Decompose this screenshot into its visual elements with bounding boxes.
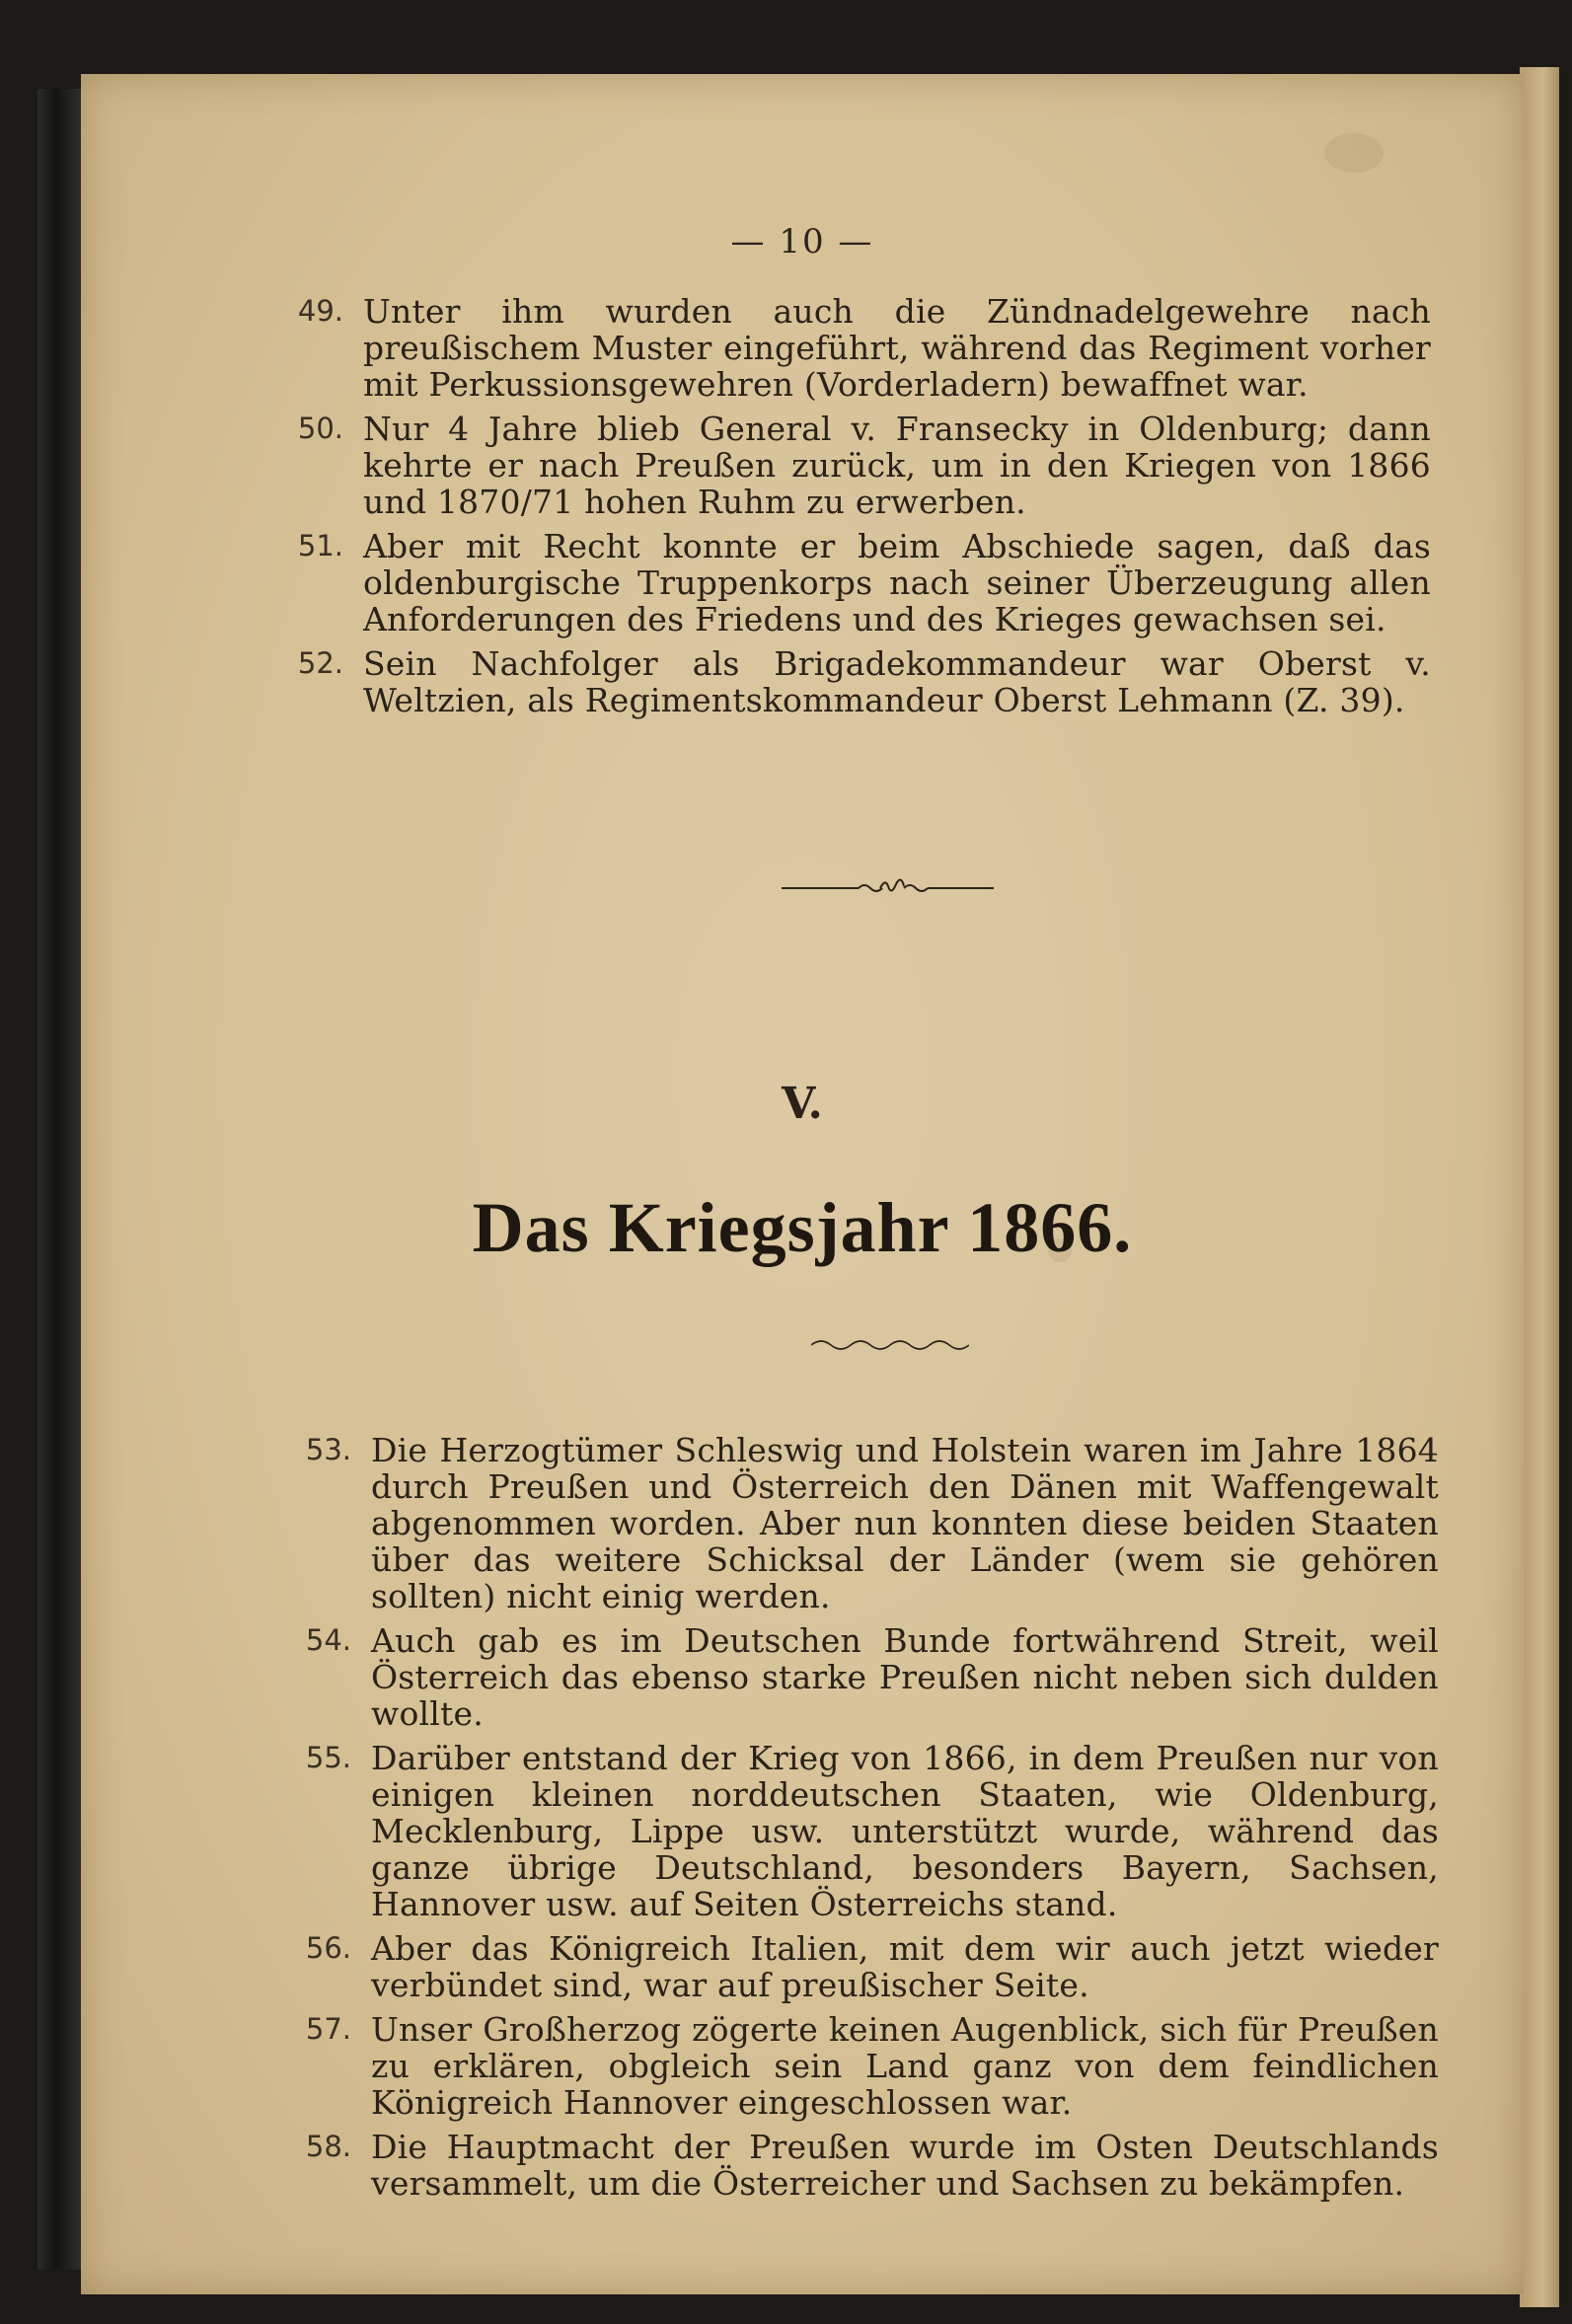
list-item [274, 1740, 1439, 1922]
top-item-list [266, 293, 1431, 726]
item-text: Darüber entstand der Krieg von 1866, in dem Preußen nur von einigen kleinen norddeutschen Staaten, wie Oldenburg, Mecklenburg, Lippe usw. unterstützt wurde, während das ganze übrige Deutschland, besonders Bayern, Sachsen, Hannover usw. auf Seiten Österreichs stand. [371, 1739, 1439, 1923]
list-item [274, 1930, 1439, 2003]
item-number: 57. [305, 2012, 351, 2046]
paper-stain [1324, 133, 1384, 173]
page-number: — 10 — [730, 222, 874, 262]
book-page [81, 74, 1524, 2294]
item-text: Aber das Königreich Italien, mit dem wir auch jetzt wieder verbündet sind, war auf preußischer Seite. [371, 1929, 1439, 2004]
book-binding [37, 89, 85, 2270]
list-item [274, 2011, 1439, 2121]
list-item [266, 411, 1431, 520]
ornament-divider-icon [782, 875, 994, 901]
item-text: Die Hauptmacht der Preußen wurde im Osten Deutschlands versammelt, um die Österreicher und Sachsen zu bekämpfen. [371, 2128, 1439, 2203]
item-text: Nur 4 Jahre blieb General v. Fransecky in Oldenburg; dann kehrte er nach Preußen zurück, um in den Kriegen von 1866 und 1870/71 hohen Ruhm zu erwerben. [363, 410, 1431, 521]
item-text: Unser Großherzog zögerte keinen Augenblick, sich für Preußen zu erklären, obgleich sein Land ganz von dem feindlichen Königreich Hannover eingeschlossen war. [371, 2010, 1439, 2122]
list-item [274, 1432, 1439, 1614]
item-number: 53. [305, 1433, 351, 1466]
item-text: Sein Nachfolger als Brigadekommandeur war Oberst v. Weltzien, als Regimentskommandeur Oberst Lehmann (Z. 39). [363, 644, 1431, 719]
item-text: Die Herzogtümer Schleswig und Holstein waren im Jahre 1864 durch Preußen und Österreich den Dänen mit Waffengewalt abgenommen worden. Aber nun konnten diese beiden Staaten über das weitere Schicksal der Länder (wem sie gehören sollten) nicht einig werden. [371, 1431, 1439, 1615]
item-number: 50. [297, 412, 343, 445]
item-number: 54. [305, 1623, 351, 1657]
item-text: Aber mit Recht konnte er beim Abschiede sagen, daß das oldenburgische Truppenkorps nach seiner Überzeugung allen Anforderungen des Friedens und des Krieges gewachsen sei. [363, 527, 1431, 638]
list-item [266, 293, 1431, 403]
item-text: Unter ihm wurden auch die Zündnadelgewehre nach preußischem Muster eingeführt, während das Regiment vorher mit Perkussionsgewehren (Vorderladern) bewaffnet war. [363, 292, 1431, 404]
page-edge [1520, 67, 1559, 2307]
item-number: 55. [305, 1741, 351, 1774]
section-title: Das Kriegsjahr 1866. [472, 1188, 1133, 1267]
item-number: 56. [305, 1931, 351, 1965]
item-number: 51. [297, 529, 343, 562]
item-text: Auch gab es im Deutschen Bunde fortwährend Streit, weil Österreich das ebenso starke Preußen nicht neben sich dulden wollte. [371, 1621, 1439, 1733]
list-item [274, 1622, 1439, 1732]
list-item [266, 528, 1431, 637]
item-number: 52. [297, 646, 343, 680]
bottom-item-list [274, 1432, 1439, 2210]
section-numeral: V. [782, 1079, 823, 1129]
list-item [274, 2129, 1439, 2202]
list-item [266, 645, 1431, 718]
wave-divider-icon [811, 1337, 969, 1353]
item-number: 58. [305, 2130, 351, 2163]
item-number: 49. [297, 294, 343, 328]
